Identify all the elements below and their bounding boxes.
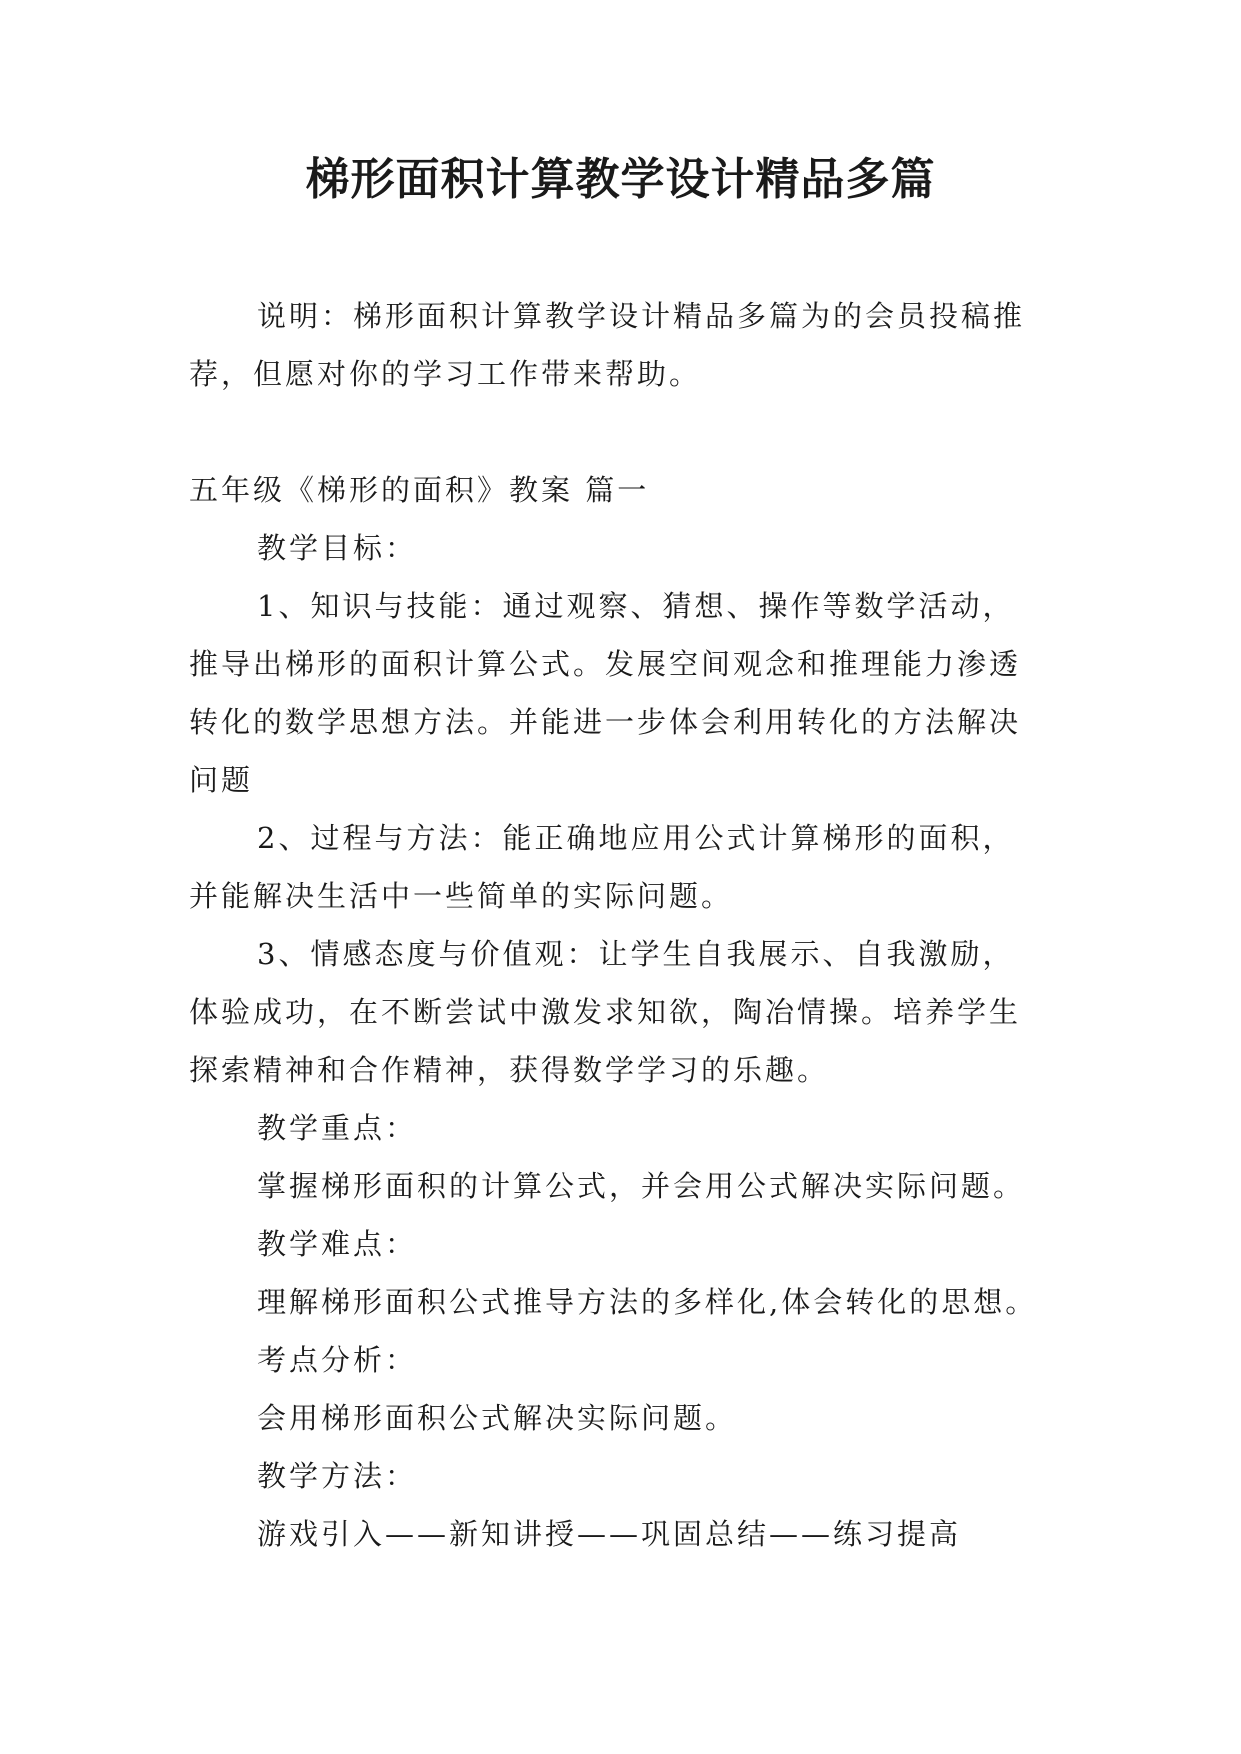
intro-line-1: 说明：梯形面积计算教学设计精品多篇为的会员投稿推 [257, 299, 1026, 333]
key-points-text: 掌握梯形面积的计算公式，并会用公式解决实际问题。 [257, 1169, 1026, 1203]
section-heading: 五年级《梯形的面积》教案 篇一 [189, 473, 650, 507]
intro-line-2: 荐，但愿对你的学习工作带来帮助。 [189, 357, 702, 391]
goals-heading: 教学目标： [257, 531, 418, 565]
method-heading: 教学方法： [257, 1459, 418, 1493]
difficulty-text: 理解梯形面积公式推导方法的多样化,体会转化的思想。 [257, 1285, 1038, 1319]
goal-2-line-2: 并能解决生活中一些简单的实际问题。 [189, 879, 734, 913]
goal-1-line-1: 1、知识与技能：通过观察、猜想、操作等数学活动， [257, 589, 1015, 623]
goal-3-line-1: 3、情感态度与价值观：让学生自我展示、自我激励， [257, 937, 1015, 971]
goal-2-line-1: 2、过程与方法：能正确地应用公式计算梯形的面积， [257, 821, 1015, 855]
goal-1-line-4: 问题 [189, 763, 254, 797]
goal-3-line-2: 体验成功，在不断尝试中激发求知欲，陶冶情操。培养学生 [189, 995, 1022, 1029]
method-text: 游戏引入——新知讲授——巩固总结——练习提高 [257, 1517, 962, 1551]
goal-3-line-3: 探索精神和合作精神，获得数学学习的乐趣。 [189, 1053, 830, 1087]
analysis-text: 会用梯形面积公式解决实际问题。 [257, 1401, 738, 1435]
goal-1-line-3: 转化的数学思想方法。并能进一步体会利用转化的方法解决 [189, 705, 1022, 739]
difficulty-heading: 教学难点： [257, 1227, 418, 1261]
goal-1-line-2: 推导出梯形的面积计算公式。发展空间观念和推理能力渗透 [189, 647, 1022, 681]
analysis-heading: 考点分析： [257, 1343, 418, 1377]
key-points-heading: 教学重点： [257, 1111, 418, 1145]
document-title: 梯形面积计算教学设计精品多篇 [305, 154, 936, 205]
